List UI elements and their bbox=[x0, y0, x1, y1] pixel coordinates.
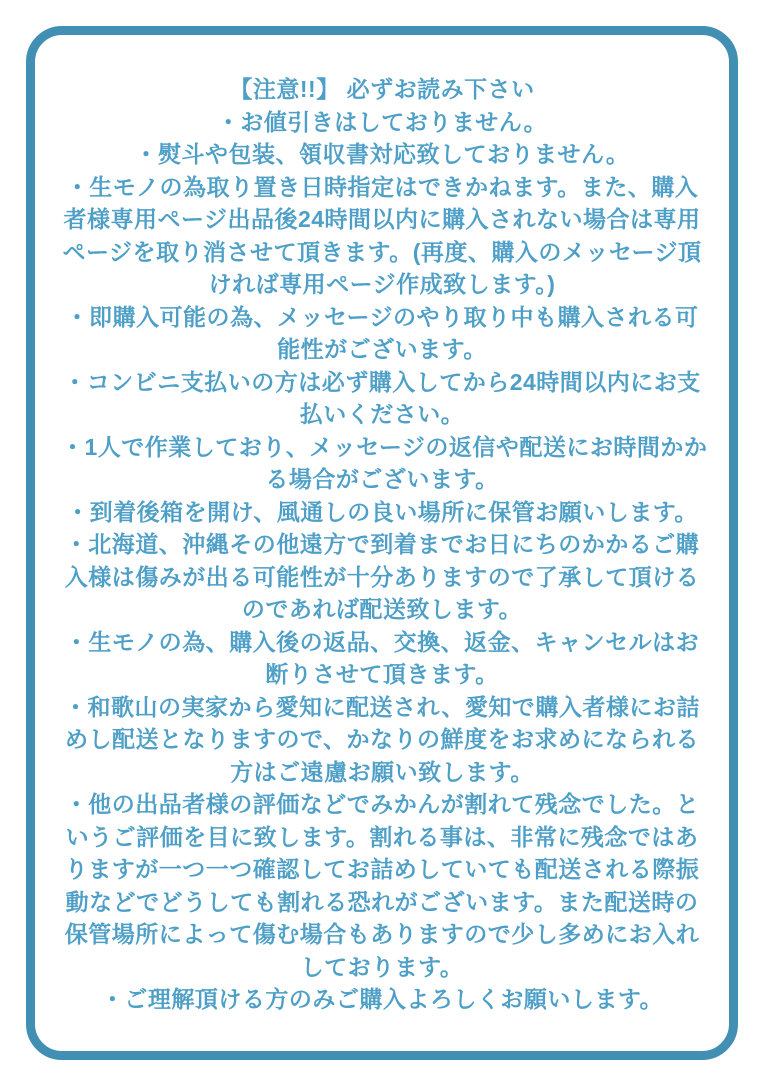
notice-line: ・和歌山の実家から愛知に配送され、愛知で購入者様にお詰 bbox=[64, 693, 700, 720]
notice-line: 払いください。 bbox=[299, 401, 465, 427]
notice-line: ・生モノの為、購入後の返品、交換、返金、キャンセルはお bbox=[64, 628, 700, 655]
notice-line: ・他の出品者様の評価などでみかんが割れて残念でした。と bbox=[64, 791, 700, 817]
notice-line: ・即購入可能の為、メッセージのやり取り中も購入される可 bbox=[65, 303, 699, 330]
notice-line: ・お値引きはしておりません。 bbox=[216, 108, 548, 135]
notice-line: しております。 bbox=[300, 953, 464, 980]
notice-line: のであれば配送致します。 bbox=[241, 596, 523, 622]
notice-title: 【注意!!】 必ずお読み下さい bbox=[229, 76, 535, 102]
notice-line: 動などでどうしても割れる恐れがございます。また配送時の bbox=[65, 888, 699, 915]
notice-line: 方はご遠慮お願い致します。 bbox=[230, 758, 534, 785]
notice-line: りますが一つ一つ確認してお詰めしていても配送される際振 bbox=[64, 856, 700, 882]
notice-line: る場合がございます。 bbox=[265, 466, 499, 492]
notice-line: ・コンビニ支払いの方は必ず購入してから24時間以内にお支 bbox=[63, 368, 701, 395]
notice-line: ・1人で作業しており、メッセージの返信や配送にお時間かか bbox=[61, 433, 708, 460]
notice-line: めし配送となりますので、かなりの鮮度をお求めになられる bbox=[64, 726, 700, 752]
notice-line: 者様専用ページ出品後24時間以内に購入されない場合は専用 bbox=[63, 206, 701, 232]
notice-line: ・熨斗や包装、領収書対応致しておりません。 bbox=[134, 141, 630, 167]
notice-line: ・北海道、沖縄その他遠方で到着までお日にちのかかるご購 bbox=[64, 531, 700, 557]
notice-line: ・生モノの為取り置き日時指定はできかねます。また、購入 bbox=[65, 173, 699, 200]
notice-line: 能性がございます。 bbox=[277, 336, 487, 362]
notice-line: ・ご理解頂ける方のみご購入よろしくお願いします。 bbox=[100, 986, 664, 1012]
notice-line: 断りさせて頂きます。 bbox=[265, 661, 499, 687]
notice-card bbox=[26, 26, 738, 1060]
notice-line: ページを取り消させて頂きます。(再度、購入のメッセージ頂 bbox=[62, 238, 702, 265]
notice-line: いうご評価を目に致します。割れる事は、非常に残念ではあ bbox=[65, 823, 699, 850]
notice-line: ければ専用ページ作成致します。) bbox=[208, 271, 556, 297]
notice-line: 保管場所によって傷む場合もありますので少し多めにお入れ bbox=[64, 921, 700, 947]
notice-line: 入様は傷みが出る可能性が十分ありますので了承して頂ける bbox=[64, 563, 700, 590]
notice-line: ・到着後箱を開け、風通しの良い場所に保管お願いします。 bbox=[66, 498, 698, 525]
